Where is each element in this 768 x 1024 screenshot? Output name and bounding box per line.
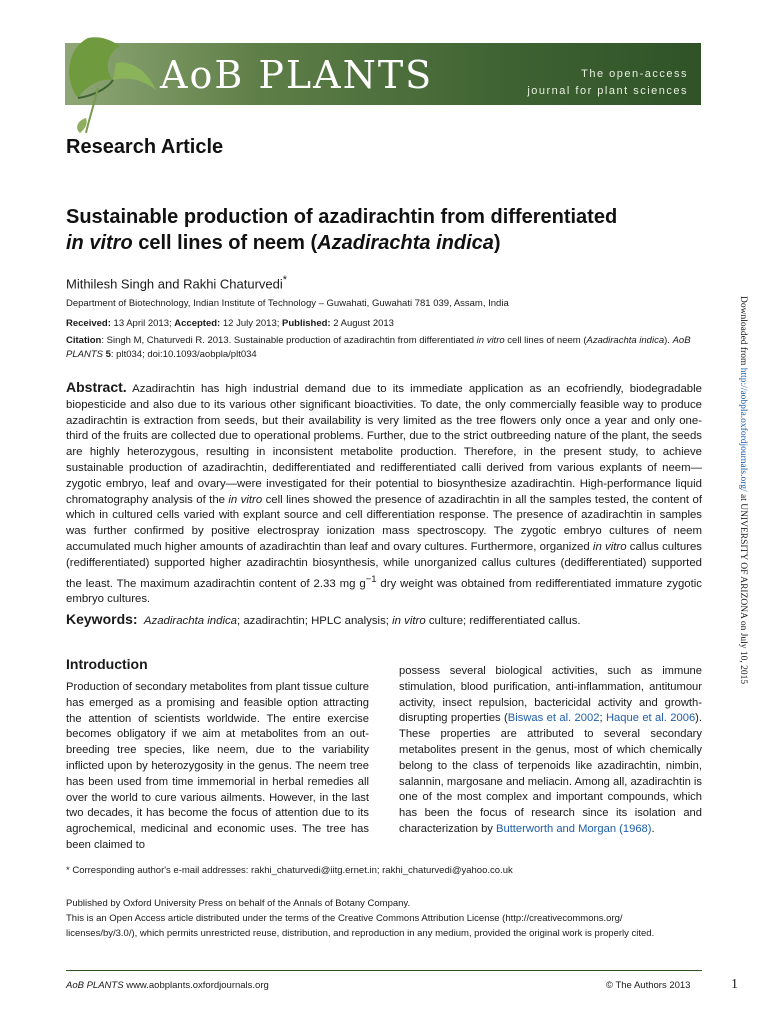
citation-text: : plt034; doi:10.1093/aobpla/plt034 xyxy=(110,349,257,360)
abstract-text: callus cultures (redifferentiated) supported higher azadirachtin biosynthesis, while unorganized callus cultures (dedifferentiated) supported the least. The maximum azadirachtin content of 2.33 mg g xyxy=(66,540,702,590)
citation-text: cell lines of neem ( xyxy=(504,335,587,346)
reference-link-butterworth[interactable]: Butterworth and Morgan (1968) xyxy=(496,822,652,835)
journal-tagline xyxy=(527,66,688,100)
abstract-italic: in vitro xyxy=(592,540,627,553)
author-list xyxy=(66,274,287,291)
intro-text: ; xyxy=(599,712,606,725)
published-date: 2 August 2013 xyxy=(330,318,394,329)
citation-volume: 5 xyxy=(102,349,111,360)
footer-url[interactable]: www.aobplants.oxfordjournals.org xyxy=(123,980,269,991)
abstract-italic: in vitro xyxy=(228,493,263,506)
license-line: Published by Oxford University Press on behalf of the Annals of Botany Company. xyxy=(66,898,411,909)
article-type: Research Article xyxy=(66,136,224,158)
introduction-column-1: Production of secondary metabolites from plant tissue culture has emerged as a promising and feasible option attracting the attention of scientists worldwide. The entire exercise becomes obligatory if we aim at metabolites from an out-breeding tree species, like neem, due to the variability inflicted upon by heterozygosity in the genus. The neem tree has been used from time immemorial in herbal remedies all over the world to cure various ailments. However, in the last two decades, it has become the focus of attention due to its agrochemical, medicinal and economic uses. The tree has been claimed to xyxy=(66,681,369,851)
journal-logo-text: AoB PLANTS xyxy=(160,53,434,97)
citation-italic: in vitro xyxy=(476,335,505,346)
download-suffix: at UNIVERSITY OF ARIZONA on July 10, 2015 xyxy=(738,491,748,685)
intro-text: possess several biological activities, such as immune stimulation, blood purification, anti-inflammation, antitumour activity, insect repulsion, bactericidal activity and growth-disrupting properties ( xyxy=(399,665,702,725)
title-italic: Azadirachta indica xyxy=(317,232,494,254)
leaf-logo-icon xyxy=(58,18,168,136)
dates-line xyxy=(66,317,706,331)
accepted-label: Accepted: xyxy=(174,318,221,329)
license-notice xyxy=(66,896,706,941)
accepted-date: 12 July 2013; xyxy=(220,318,283,329)
introduction-heading: Introduction xyxy=(66,656,148,672)
abstract xyxy=(66,380,702,608)
intro-text: . xyxy=(651,822,655,835)
published-label: Published: xyxy=(282,318,331,329)
keyword-text: ; azadirachtin; HPLC analysis; xyxy=(237,615,393,627)
abstract-text: dry weight was obtained from redifferentiated immature zygotic embryo cultures. xyxy=(66,577,703,606)
title-part: cell lines of neem ( xyxy=(132,232,318,254)
download-url-link[interactable]: http://aobpla.oxfordjournals.org/ xyxy=(738,367,748,492)
reference-link-haque[interactable]: Haque et al. 2006 xyxy=(605,712,696,725)
keyword-italic: in vitro xyxy=(392,615,426,627)
citation-italic: Azadirachta indica xyxy=(586,335,665,346)
keywords-label: Keywords: xyxy=(66,611,138,627)
footer-copyright: © The Authors 2013 xyxy=(606,980,691,991)
title-italic: in vitro xyxy=(66,232,133,254)
page-number: 1 xyxy=(731,977,738,992)
corresponding-author-footnote: * Corresponding author's e-mail addresses: rakhi_chaturvedi@iitg.ernet.in; rakhi_chaturvedi@yahoo.co.uk xyxy=(66,865,513,876)
reference-link-biswas[interactable]: Biswas et al. 2002 xyxy=(507,712,600,725)
citation-text: ). xyxy=(664,335,673,346)
license-line: licenses/by/3.0/), which permits unrestricted reuse, distribution, and reproduction in any medium, provided the original work is properly cited. xyxy=(66,928,655,939)
footer-journal xyxy=(66,980,269,991)
abstract-text: Azadirachtin has high industrial demand due to its immediate application as an ecofriendly, biodegradable biopesticide and also due to its various other significant bioactivities. To date, the only commercially feasible way to produce azadirachtin is extraction from seeds, but their availability is very limited as the tree flowers only once a year and only one-third of the fruits are collected due to operational problems. Further, due to the strict outbreeding nature of the plant, the seeds are highly heterozygous, resulting in inconsistent metabolite production. Therefore, in the present study, to achieve sustainable production of azadirachtin, dedifferentiated and redifferentiated calli derived from various explants of neem—zygotic embryo, leaf and ovary—were investigated for their potential to biosynthesize azadirachtin. High-performance liquid chromatography analysis of the xyxy=(66,383,702,506)
abstract-superscript: −1 xyxy=(365,573,377,585)
tagline-line-2: journal for plant sciences xyxy=(527,85,688,97)
abstract-text: cell lines showed the presence of azadirachtin in all the samples tested, the content of which in cultured cells varied with explant source and cell differentiation response. The presence of azadirachtin in samples was further confirmed by positive electrospray ionization mass spectroscopy. The zygotic embryo cultures of neem accumulated much higher amounts of azadirachtin than leaf and ovary cultures. Furthermore, organized xyxy=(66,493,702,553)
author-footnote-mark[interactable]: * xyxy=(282,274,288,286)
citation xyxy=(66,334,706,362)
abstract-label: Abstract. xyxy=(66,379,127,395)
keyword-italic: Azadirachta indica xyxy=(143,615,237,627)
footer-journal-name: AoB PLANTS xyxy=(66,980,124,991)
footer-divider xyxy=(66,970,702,971)
keywords xyxy=(66,611,706,627)
title-part: ) xyxy=(493,232,501,254)
received-label: Received: xyxy=(66,318,111,329)
intro-text: ). These properties are attributed to several secondary metabolites present in the genus, most of which chemically belong to the class of terpenoids like azadirachtin, nimbin, salannin, margosane and meliacin. Among all, azadirachtin is one of the most complex and important compounds, which has been the focus of research since its isolation and characterization by xyxy=(399,712,703,835)
citation-italic: AoB PLANTS xyxy=(66,335,691,360)
tagline-line-1: The open-access xyxy=(581,68,688,80)
received-date: 13 April 2013; xyxy=(110,318,175,329)
download-prefix: Downloaded from xyxy=(738,296,748,368)
license-line: This is an Open Access article distributed under the terms of the Creative Commons Attribution License (http://creativecommons.org/ xyxy=(66,913,623,924)
citation-text: : Singh M, Chaturvedi R. 2013. Sustainable production of azadirachtin from differentiated xyxy=(101,335,477,346)
affiliation: Department of Biotechnology, Indian Institute of Technology – Guwahati, Guwahati 781 039, Assam, India xyxy=(66,298,509,309)
download-watermark xyxy=(738,296,748,684)
authors-text: Mithilesh Singh and Rakhi Chaturvedi xyxy=(66,276,283,292)
introduction-column-2 xyxy=(399,664,702,838)
article-title xyxy=(66,204,706,256)
title-part: Sustainable production of azadirachtin from differentiated xyxy=(66,206,618,228)
citation-label: Citation xyxy=(66,335,102,346)
keyword-text: culture; redifferentiated callus. xyxy=(425,615,581,627)
